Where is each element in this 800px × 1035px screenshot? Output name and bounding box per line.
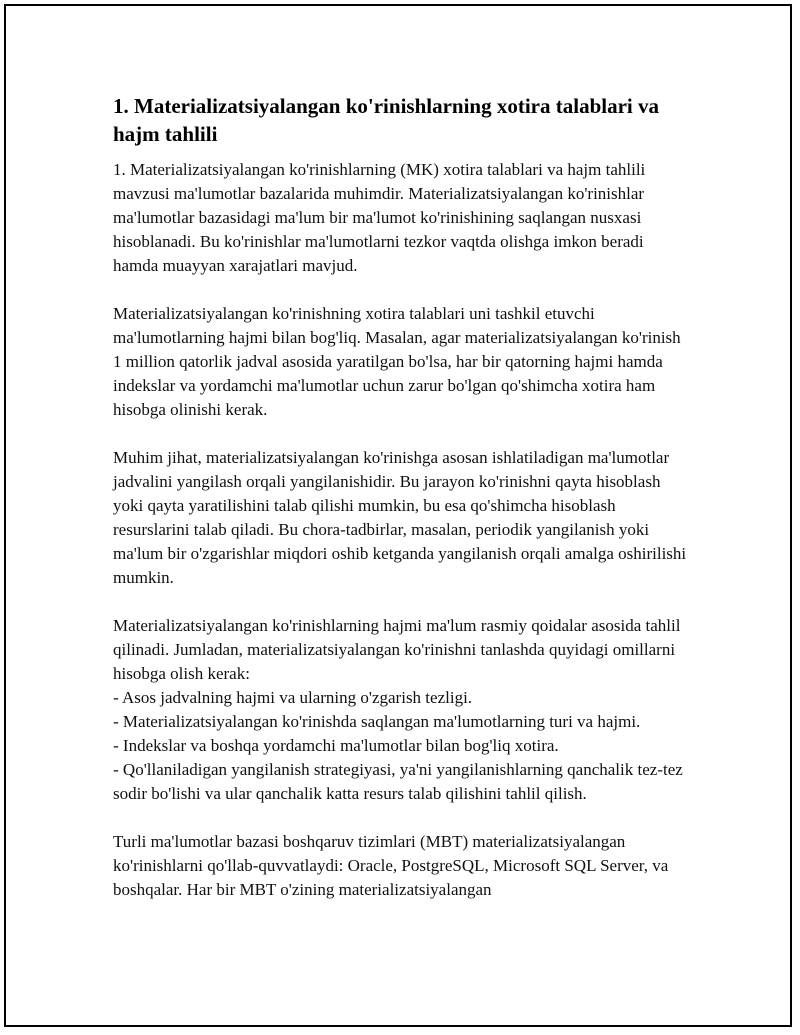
paragraph-memory-requirements: Materializatsiyalangan ko'rinishning xotira talablari uni tashkil etuvchi ma'lumotlarning hajmi bilan bog'liq. Masalan, agar materializatsiyalangan ko'rinish 1 million qatorlik jadval asosida yaratilgan bo'lsa, har bir qatorning hajmi hamda indekslar va yordamchi ma'lumotlar uchun zarur bo'lgan qo'shimcha xotira ham hisobga olinishi kerak. xyxy=(113,304,681,419)
paragraph-refresh: Muhim jihat, materializatsiyalangan ko'rinishga asosan ishlatiladigan ma'lumotlar jadvalini yangilash orqali yangilanishidir. Bu jarayon ko'rinishni qayta hisoblash yoki qayta yaratilishini talab qilishi mumkin, bu esa qo'shimcha hisoblash resurslarini talab qiladi. Bu chora-tadbirlar, masalan, periodik yangilanish yoki ma'lum bir o'zgarishlar miqdori oshib ketganda yangilanish orqali amalga oshirilishi mumkin. xyxy=(113,448,687,587)
document-body xyxy=(113,92,693,902)
paragraph-dbms-support: Turli ma'lumotlar bazasi boshqaruv tizimlari (MBT) materializatsiyalangan ko'rinishlarni qo'llab-quvvatlaydi: Oracle, PostgreSQL, Microsoft SQL Server, va boshqalar. Har bir MBT o'zining materializatsiyalangan xyxy=(113,832,669,899)
document-title: 1. Materializatsiyalangan ko'rinishlarning xotira talablari va hajm tahlili xyxy=(113,94,659,146)
paragraph-size-analysis-list: Materializatsiyalangan ko'rinishlarning hajmi ma'lum rasmiy qoidalar asosida tahlil qilinadi. Jumladan, materializatsiyalangan ko'rinishni tanlashda quyidagi omillarni hisobga olish kerak: - Asos jadvalning hajmi va ularning o'zgarish tezligi. - Materializatsiyalangan ko'rinishda saqlangan ma'lumotlarning turi va hajmi. - Indekslar va boshqa yordamchi ma'lumotlar bilan bog'liq xotira. - Qo'llaniladigan yangilanish strategiyasi, ya'ni yangilanishlarning qanchalik tez-tez sodir bo'lishi va ular qanchalik katta resurs talab qilishini tahlil qilish. xyxy=(113,616,683,803)
paragraph-intro: 1. Materializatsiyalangan ko'rinishlarning (MK) xotira talablari va hajm tahlili mavzusi ma'lumotlar bazalarida muhimdir. Materializatsiyalangan ko'rinishlar ma'lumotlar bazasidagi ma'lum bir ma'lumot ko'rinishining saqlangan nusxasi hisoblanadi. Bu ko'rinishlar ma'lumotlarni tezkor vaqtda olishga imkon beradi hamda muayyan xarajatlari mavjud. xyxy=(113,160,646,275)
